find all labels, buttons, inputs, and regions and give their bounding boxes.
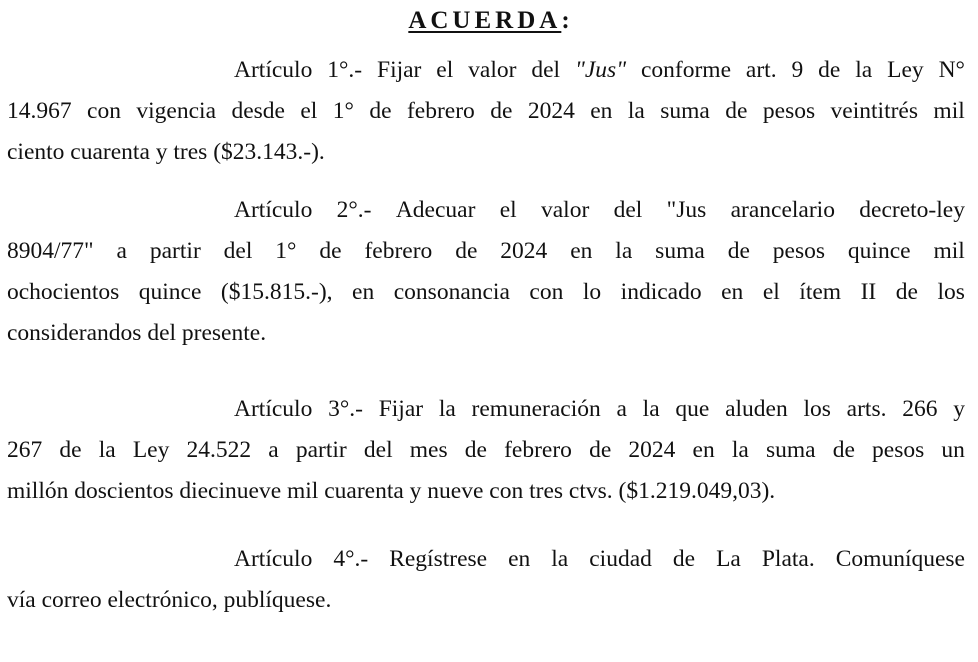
article-1-line-1: Artículo 1°.- Fijar el valor del "Jus" conforme art. 9 de la Ley N° <box>234 57 965 83</box>
article-1-line-2: 14.967 con vigencia desde el 1° de febrero de 2024 en la suma de pesos veintitrés mil <box>7 98 965 124</box>
article-2-line-1: Artículo 2°.- Adecuar el valor del "Jus arancelario decreto-ley <box>234 197 965 223</box>
article-3-line-2: 267 de la Ley 24.522 a partir del mes de febrero de 2024 en la suma de pesos un <box>7 437 965 463</box>
article-3-line-3: millón doscientos diecinueve mil cuarenta y nueve con tres ctvs. ($1.219.049,03). <box>7 478 776 504</box>
heading-word: ACUERDA <box>408 7 562 34</box>
article-2-line-3: ochocientos quince ($15.815.-), en consonancia con lo indicado en el ítem II de los <box>7 279 965 305</box>
article-2-line-2: 8904/77" a partir del 1° de febrero de 2024 en la suma de pesos quince mil <box>7 238 965 264</box>
article-3-line-1: Artículo 3°.- Fijar la remuneración a la que aluden los arts. 266 y <box>234 396 965 422</box>
article-2 <box>7 190 965 354</box>
article-4 <box>7 539 965 621</box>
article-4-line-1: Artículo 4°.- Regístrese en la ciudad de La Plata. Comuníquese <box>234 546 965 572</box>
article-1-line-3: ciento cuarenta y tres ($23.143.-). <box>7 139 325 165</box>
article-2-line-4: considerandos del presente. <box>7 320 267 346</box>
heading-acuerda <box>0 6 978 36</box>
article-4-line-2: vía correo electrónico, publíquese. <box>7 587 332 613</box>
article-3 <box>7 389 965 512</box>
article-1 <box>7 50 965 173</box>
heading-colon: : <box>561 7 570 34</box>
